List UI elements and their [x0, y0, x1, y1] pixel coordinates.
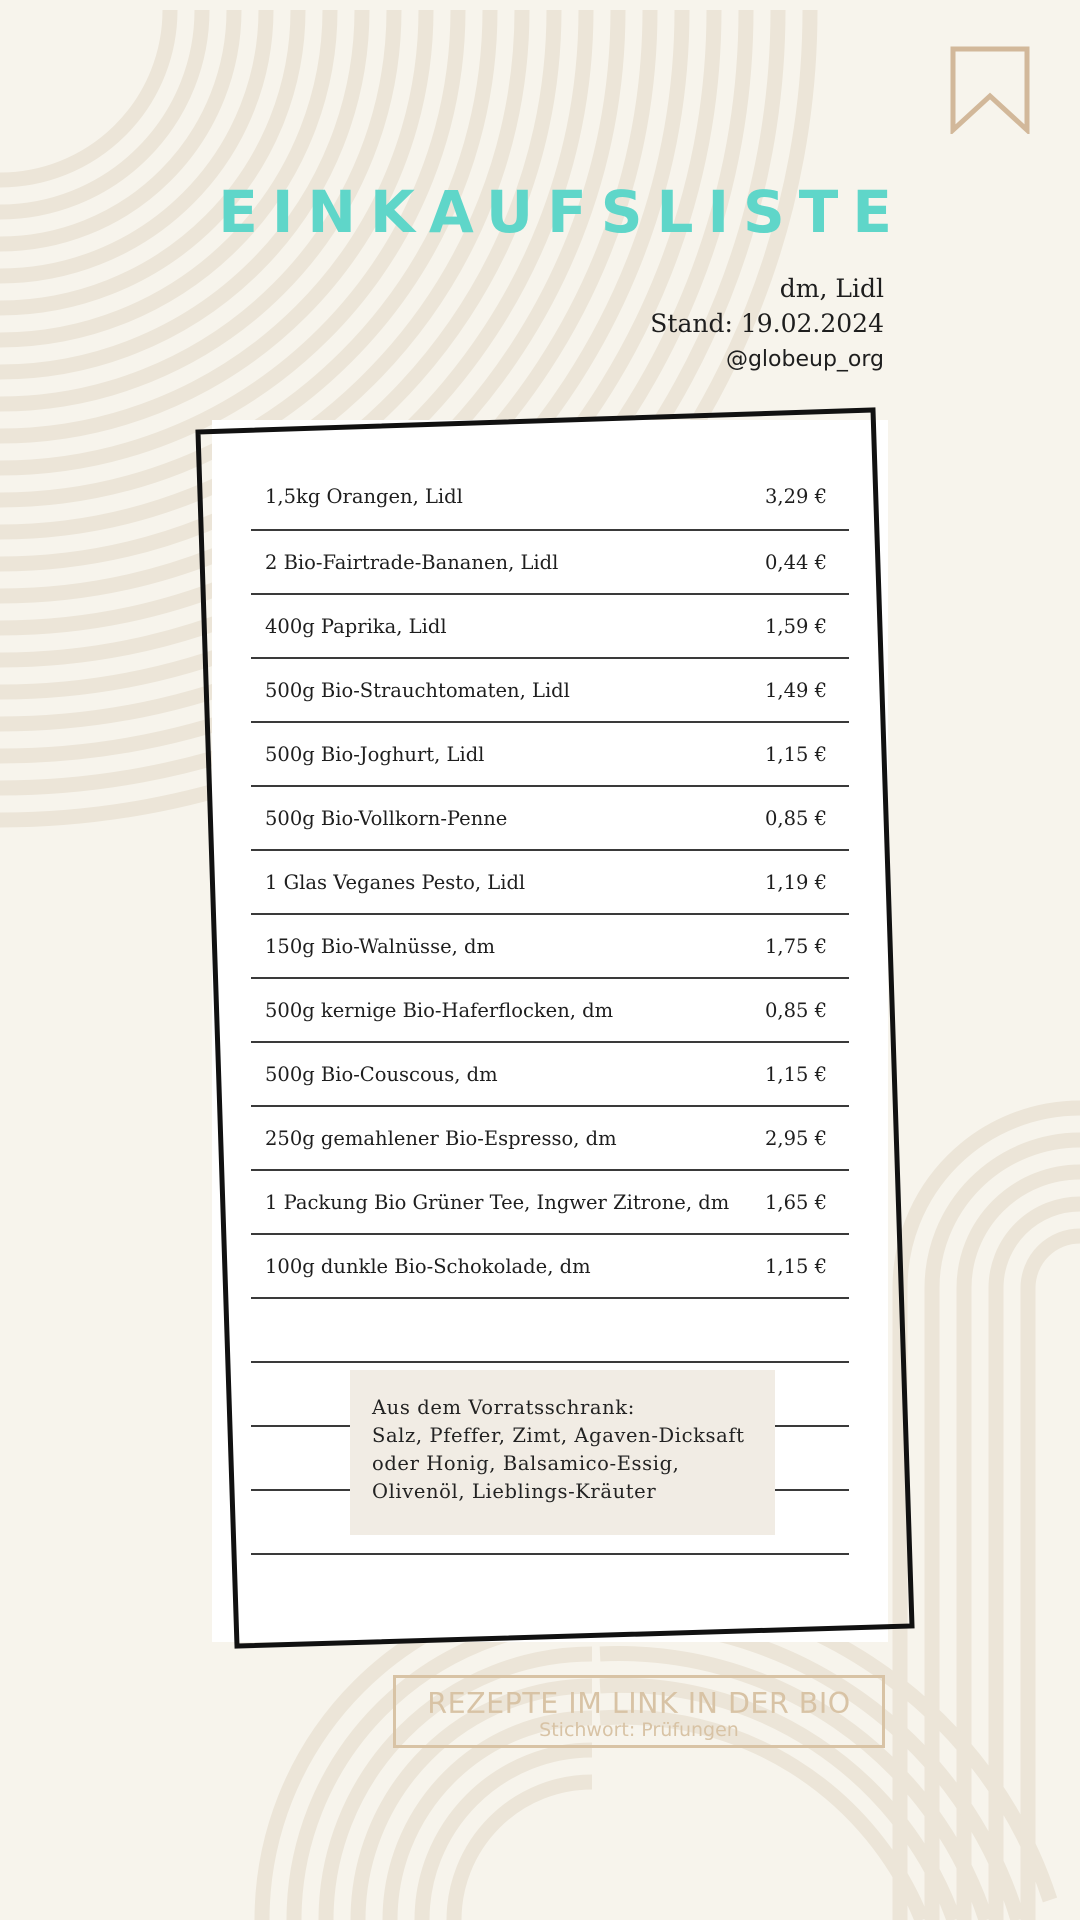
item-price: 1,65 €	[765, 1190, 828, 1214]
item-name: 250g gemahlener Bio-Espresso, dm	[265, 1126, 617, 1150]
page-title: EINKAUFSLISTE	[218, 178, 906, 246]
item-name: 500g kernige Bio-Haferflocken, dm	[265, 998, 614, 1022]
item-name: 1,5kg Orangen, Lidl	[265, 484, 463, 508]
list-item	[251, 1171, 849, 1235]
item-price: 1,15 €	[765, 1062, 828, 1086]
cta-subtitle: Stichwort: Prüfungen	[539, 1719, 739, 1741]
item-price: 3,29 €	[765, 484, 828, 508]
list-item	[251, 787, 849, 851]
item-name: 500g Bio-Vollkorn-Penne	[265, 806, 508, 830]
item-name: 100g dunkle Bio-Schokolade, dm	[265, 1254, 591, 1278]
item-price: 0,44 €	[765, 550, 828, 574]
list-item	[251, 723, 849, 787]
item-name: 1 Glas Veganes Pesto, Lidl	[265, 870, 526, 894]
item-price: 0,85 €	[765, 998, 828, 1022]
list-item	[251, 463, 849, 531]
item-price: 1,75 €	[765, 934, 828, 958]
social-handle: @globeup_org	[725, 347, 884, 372]
date-stamp: Stand: 19.02.2024	[650, 309, 884, 338]
list-item	[251, 531, 849, 595]
list-item	[251, 979, 849, 1043]
list-item	[251, 595, 849, 659]
note-line: Olivenöl, Lieblings-Kräuter	[372, 1480, 657, 1503]
note-line: Aus dem Vorratsschrank:	[372, 1396, 635, 1419]
list-item	[251, 851, 849, 915]
pantry-note	[350, 1370, 775, 1535]
bookmark-icon[interactable]	[950, 46, 1030, 134]
item-price: 1,15 €	[765, 742, 828, 766]
item-name: 400g Paprika, Lidl	[265, 614, 447, 638]
list-item	[251, 1043, 849, 1107]
item-name: 150g Bio-Walnüsse, dm	[265, 934, 495, 958]
item-name: 500g Bio-Strauchtomaten, Lidl	[265, 678, 570, 702]
list-item	[251, 915, 849, 979]
recipe-link-banner[interactable]	[393, 1675, 885, 1748]
store-names: dm, Lidl	[779, 274, 884, 303]
list-item	[251, 1235, 849, 1299]
note-line: Salz, Pfeffer, Zimt, Agaven-Dicksaft	[372, 1424, 745, 1447]
note-line: oder Honig, Balsamico-Essig,	[372, 1452, 680, 1475]
blank-line	[251, 1553, 849, 1555]
item-name: 500g Bio-Couscous, dm	[265, 1062, 498, 1086]
item-name: 1 Packung Bio Grüner Tee, Ingwer Zitrone, dm	[265, 1190, 730, 1214]
item-name: 2 Bio-Fairtrade-Bananen, Lidl	[265, 550, 559, 574]
item-price: 2,95 €	[765, 1126, 828, 1150]
item-price: 1,19 €	[765, 870, 828, 894]
cta-title: REZEPTE IM LINK IN DER BIO	[427, 1687, 851, 1720]
list-item	[251, 1107, 849, 1171]
item-price: 1,59 €	[765, 614, 828, 638]
item-name: 500g Bio-Joghurt, Lidl	[265, 742, 485, 766]
item-price: 1,15 €	[765, 1254, 828, 1278]
item-price: 1,49 €	[765, 678, 828, 702]
shopping-list	[251, 463, 849, 1299]
blank-line	[251, 1361, 849, 1363]
item-price: 0,85 €	[765, 806, 828, 830]
list-item	[251, 659, 849, 723]
